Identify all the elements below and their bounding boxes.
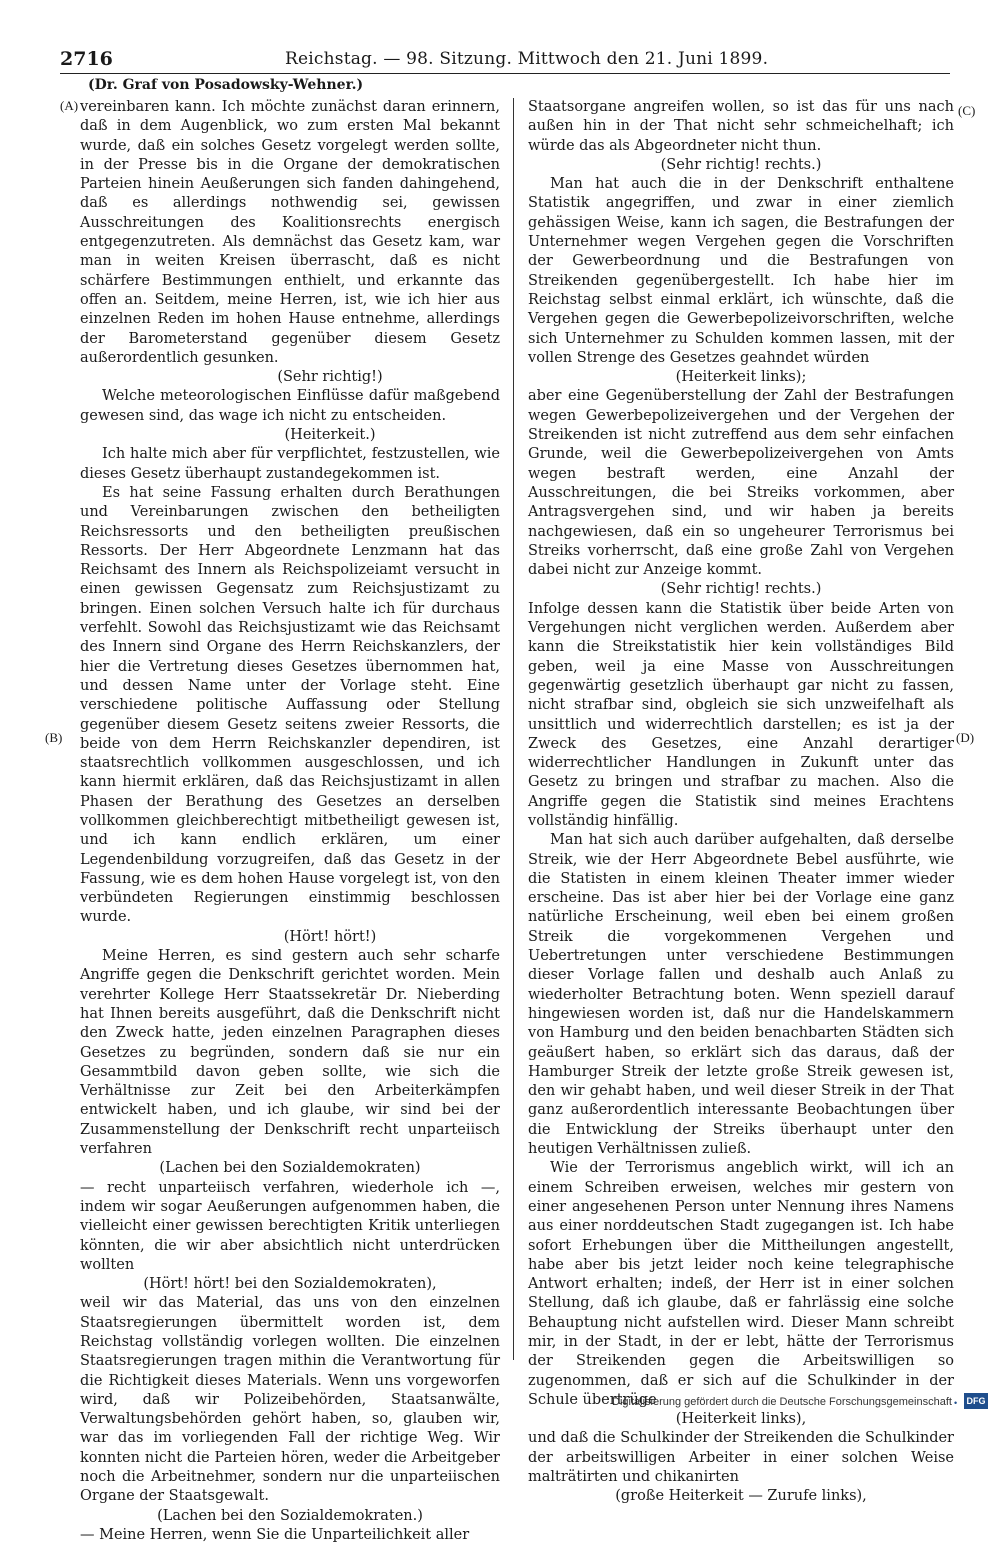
right-column: [528, 98, 954, 1507]
running-title: Reichstag. — 98. Sitzung. Mittwoch den 21. Juni 1899.: [285, 49, 769, 69]
paragraph: Es hat seine Fassung erhalten durch Berathungen und Vereinbarungen zwischen den betheiligten Reichsressorts und den betheiligten preußischen Ressorts. Der Herr Abgeordnete Lenzmann hat das Reichsamt des Innern als Reichspolizeiamt versucht in einen gewissen Gegensatz zum Reichsjustizamt zu bringen. Einen solchen Versuch halte ich für durchaus verfehlt. Sowohl das Reichsjustizamt wie das Reichsamt des Innern sind Organe des Herrn Reichskanzlers, der hier die Vertretung dieses Gesetzes übernommen hat, und dessen Name unter der Vorlage steht. Eine verschiedene politische Auffassung oder Stellung gegenüber diesem Gesetz seitens zweier Ressorts, die beide von dem Herrn Reichskanzler dependiren, ist staatsrechtlich vollkommen ausgeschlossen, und ich kann hiermit erklären, daß das Reichsjustizamt in allen Phasen der Berathung des Gesetzes an derselben vollkommen gleichberechtigt mitbetheiligt gewesen ist, und ich kann endlich erklären, um einer Legendenbildung vorzugreifen, daß das Gesetz in der Fassung, wie es dem hohen Hause vorgelegt ist, von den verbündeten Regierungen einstimmig beschlossen wurde.: [80, 484, 500, 926]
paragraph: Meine Herren, es sind gestern auch sehr scharfe Angriffe gegen die Denkschrift gerichtet worden. Mein verehrter Kollege Herr Staatssekretär Dr. Nieberding hat Ihnen bereits ausgeführt, daß die Denkschrift nicht den Zweck hatte, jeden einzelnen Paragraphen dieses Gesetzes zu begründen, sondern daß sie nur ein Gesammtbild davon geben sollte, wie sich die Verhältnisse zur Zeit bei den Arbeiterkämpfen entwickelt haben, und ich glaube, wir sind bei der Zusammenstellung der Denkschrift recht unparteiisch verfahren: [80, 948, 500, 1158]
interjection: (Sehr richtig! rechts.): [660, 581, 822, 598]
interjection: (Heiterkeit links),: [675, 1411, 807, 1428]
dfg-logo-icon: DFG: [964, 1393, 988, 1409]
interjection: (Sehr richtig! rechts.): [660, 156, 822, 173]
paragraph: Man hat sich auch darüber aufgehalten, daß derselbe Streik, wie der Herr Abgeordnete Bebel ausführte, wie die Statisten in einem kleinen Theater immer wieder erscheine. Das ist aber hier bei der Vorlage eine ganz natürliche Erscheinung, weil eben bei einem großen Streik die vorgekommenen Vergehen und Uebertretungen unter verschiedene Bestimmungen dieser Vorlage fallen und deshalb auch Anlaß zu wiederholter Betrachtung boten. Wenn speziell darauf hingewiesen worden ist, daß nur die Handelskammern von Hamburg und den beiden benachbarten Städten sich geäußert haben, so erklärt sich das daraus, daß der Hamburger Streik der letzte große Streik gewesen ist, den wir gehabt haben, und weil dieser Streik in der That ganz außerordentlich interessante Beobachtungen über die Entwicklung der Streiks überhaupt unter den heutigen Verhältnissen zuließ.: [528, 832, 954, 1158]
header-rule: [60, 73, 950, 74]
paragraph: weil wir das Material, das uns von den einzelnen Staatsregierungen übermittelt worden ist, dem Reichstag vollständig vorlegen wollten. Die einzelnen Staatsregierungen tragen mithin die Verantwortung für die Richtigkeit dieses Materials. Wenn uns vorgeworfen wird, daß wir Polizeibehörden, Staatsanwälte, Verwaltungsbehörden gehört haben, so, glauben wir, war das im vorliegenden Fall der richtige Weg. Wir konnten nicht die Parteien hören, weder die Arbeitgeber noch die Arbeitnehmer, sondern nur die unparteiischen Organe der Staatsgewalt.: [80, 1295, 500, 1505]
paragraph: — recht unparteiisch verfahren, wiederhole ich —, indem wir sogar Aeußerungen aufgenommen haben, die vielleicht einer gewissen berechtigten Kritik unterliegen könnten, die wir aber absichtlich nicht unterdrücken wollten: [80, 1179, 500, 1273]
interjection: (Lachen bei den Sozialdemokraten.): [157, 1507, 423, 1524]
interjection: (Lachen bei den Sozialdemokraten): [159, 1160, 421, 1177]
interjection: (Hört! hört! bei den Sozialdemokraten),: [143, 1276, 437, 1293]
paragraph: Ich halte mich aber für verpflichtet, festzustellen, wie dieses Gesetz überhaupt zustandegekommen ist.: [80, 446, 500, 482]
paragraph: Infolge dessen kann die Statistik über beide Arten von Vergehungen nicht verglichen werden. Außerdem aber kann die Streikstatistik hier kein vollständiges Bild geben, weil ja eine Masse von Ausschreitungen gegenwärtig gesetzlich überhaupt gar nicht zu fassen, nicht strafbar sind, obgleich sie sich unzweifelhaft als unsittlich und widerrechtlich darstellen; es ist ja der Zweck des Gesetzes, eine Anzahl derartiger widerrechtlicher Handlungen in Zukunft unter das Gesetz zu bringen und strafbar zu machen. Also die Angriffe gegen die Statistik sind meines Erachtens vollständig hinfällig.: [528, 600, 954, 829]
paragraph: Man hat auch die in der Denkschrift enthaltene Statistik angegriffen, und zwar in einer ziemlich gehässigen Weise, kann ich sagen, die Bestrafungen der Unternehmer wegen Vergehen gegen die Vorschriften der Gewerbeordnung und die Bestrafungen von Streikenden gegenübergestellt. Ich habe hier im Reichstag selbst einmal erklärt, ich wünschte, daß die Vergehen gegen die Gewerbepolizeivorschriften, welche sich Unternehmer zu Schulden kommen lassen, mit der vollen Strenge des Gesetzes geahndet würden: [528, 176, 954, 366]
paragraph: Wie der Terrorismus angeblich wirkt, will ich an einem Schreiben erweisen, welches mir gestern von einer angesehenen Person unter Nennung ihres Namens aus einer norddeutschen Stadt zugegangen ist. Ich habe sofort Erhebungen über die Mittheilungen angestellt, habe aber bis jetzt leider noch keine telegraphische Antwort erhalten; indeß, der Herr ist in einer solchen Stellung, daß ich glaube, daß er fahrlässig eine solche Behauptung nicht aufstellen wird. Dieser Mann schreibt mir, in der Stadt, in der er lebt, hätte der Terrorismus der Streikenden gegen die Arbeitswilligen so zugenommen, daß er sich auf die Schulkinder in der Schule übertrüge: [528, 1160, 954, 1408]
paragraph: — Meine Herren, wenn Sie die Unparteilichkeit aller: [80, 1526, 470, 1543]
paragraph: Staatsorgane angreifen wollen, so ist das für uns nach außen hin in der That nicht sehr schmeichelhaft; ich würde das als Abgeordneter nicht thun.: [528, 99, 954, 154]
margin-marker-d: (D): [956, 730, 975, 745]
separator-icon: •: [954, 1398, 958, 1408]
interjection: (Hört! hört!): [283, 928, 377, 945]
interjection: (Heiterkeit.): [284, 427, 376, 444]
paragraph: Welche meteorologischen Einflüsse dafür maßgebend gewesen sind, das wage ich nicht zu entscheiden.: [80, 388, 500, 424]
page-header: [60, 48, 950, 70]
digitization-credit: Digitalisierung gefördert durch die Deutsche Forschungsgemeinschaft: [612, 1396, 952, 1408]
paragraph: und daß die Schulkinder der Streikenden die Schulkinder der arbeitswilligen Arbeiter in einer solchen Weise malträtirten und chikanirten: [528, 1430, 954, 1486]
interjection: (große Heiterkeit — Zurufe links),: [615, 1488, 867, 1505]
margin-marker-c: (C): [958, 103, 976, 118]
paragraph: aber eine Gegenüberstellung der Zahl der Bestrafungen wegen Gewerbepolizeivergehen und der Vergehen der Streikenden ist nicht zutreffend aus dem sehr einfachen Grunde, weil die Gewerbepolizeivergehen von Amts wegen bestraft werden, eine Anzahl der Ausschreitungen, die bei Streiks vorkommen, aber Antragsvergehen sind, und wir haben ja bereits nachgewiesen, daß ein so ungeheurer Terrorismus bei Streiks vorherrscht, daß eine große Zahl von Vergehen dabei nicht zur Anzeige kommt.: [528, 388, 954, 579]
interjection: (Heiterkeit links);: [675, 369, 807, 386]
margin-marker-a: (A): [60, 98, 79, 113]
interjection: (Sehr richtig!): [277, 369, 383, 386]
column-divider: [513, 98, 514, 1360]
margin-marker-b: (B): [45, 730, 63, 745]
speaker-name: (Dr. Graf von Posadowsky-Wehner.): [88, 77, 364, 93]
page-number: 2716: [60, 48, 113, 70]
paragraph: vereinbaren kann. Ich möchte zunächst daran erinnern, daß in dem Augenblick, wo zum ersten Mal bekannt wurde, daß ein solches Gesetz vorgelegt werden sollte, in der Presse bis in die Organe der demokratischen Parteien hinein Aeußerungen sich fanden dahingehend, daß es allerdings nothwendig sei, gewissen Ausschreitungen des Koalitionsrechts energisch entgegenzutreten. Als demnächst das Gesetz kam, war man in weiten Kreisen überrascht, daß es nicht schärfere Bestimmungen enthielt, und erkannte das offen an. Seitdem, meine Herren, ist, wie ich hier aus einzelnen Reden im hohen Hause entnehme, allerdings der Barometerstand gegenüber diesem Gesetz außerordentlich gesunken.: [80, 99, 500, 366]
left-column: [80, 98, 500, 1545]
